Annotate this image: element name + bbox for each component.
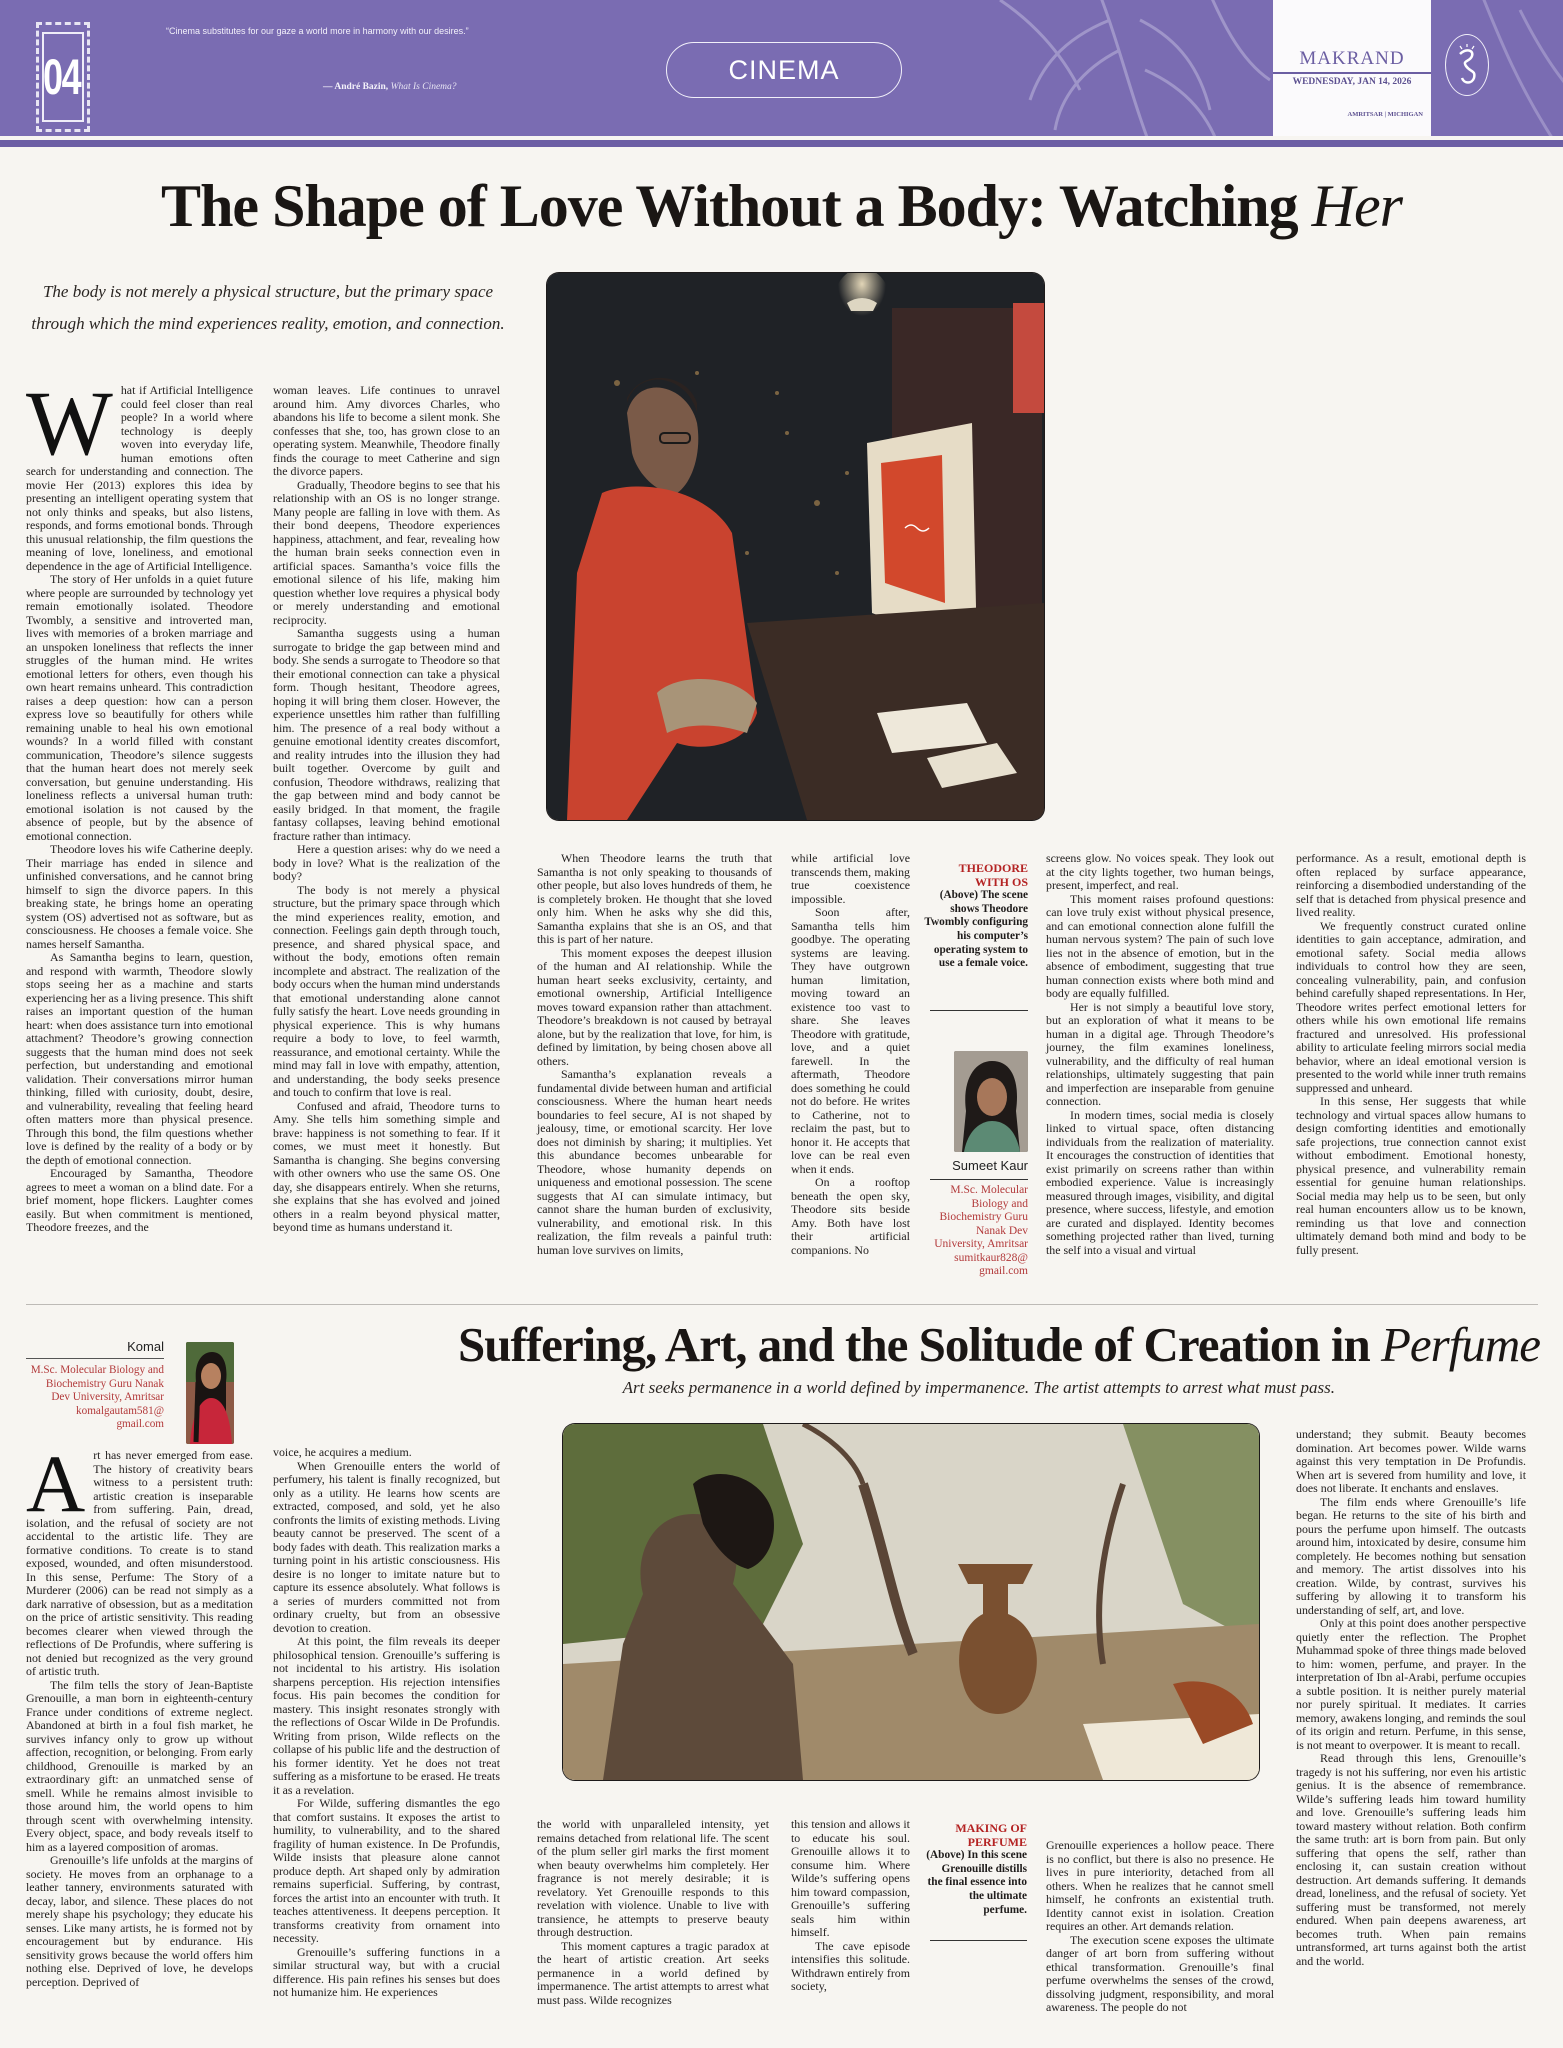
article1-headline — [0, 172, 1563, 241]
article1-paragraph: Theodore loves his wife Catherine deeply. Their marriage has ended in silence and unfinished conversations, and he cannot bring himself to sign the divorce papers. In this breaking state, he brings home an operating system (OS) advertised not as software, but as consciousness. He chooses a female voice. She names herself Samantha. — [26, 842, 253, 951]
article2-paragraph: Grenouille’s suffering functions in a similar structural way, but with a crucial difference. His pain refines his senses but does not humanize him. He experiences — [273, 1944, 500, 1999]
caption-text: (Above) The scene shows Theodore Twombly configuring his computer’s operating system to use a female voice. — [924, 889, 1028, 970]
issue-number: 04 — [43, 49, 81, 105]
headline-film-title: Her — [1311, 173, 1402, 239]
article1-paragraph: Here a question arises: why do we need a body in love? What is the realization of the body? — [273, 842, 500, 883]
article1-paragraph: Encouraged by Samantha, Theodore agrees to meet a woman on a blind date. For a brief moment, hope flickers. Laughter comes easily. But when commitment is mentioned, Theodore freezes, and the — [26, 1166, 253, 1234]
article2-deck: Art seeks permanence in a world defined by impermanence. The artist attempts to arrest what must pass. — [622, 1378, 1335, 1397]
masthead-banner — [0, 0, 1563, 140]
nameplate-rule — [1273, 72, 1431, 74]
caption-rule — [930, 1010, 1028, 1011]
emblem-icon — [1445, 34, 1489, 96]
article1-paragraph: In modern times, social media is closely linked to virtual space, often distancing individuals from the realization of materiality. It encourages the construction of identities that exist primarily on screens rather than within embodied experience. Value is increasingly measured through images, visibility, and digital presence, where success, lifestyle, and emotion are curated and displayed. Identity becomes something projected rather than lived, turning the self into a visual and virtual — [1046, 1107, 1274, 1257]
article1-column-6 — [1296, 852, 1526, 1257]
article2-column-4 — [791, 1818, 910, 1994]
caption-text: (Above) In this scene Grenouille distills the final essence into the ultimate perfume. — [926, 1849, 1027, 1916]
section-label-cinema[interactable]: CINEMA — [666, 42, 902, 98]
article2-paragraph: At this point, the film reveals its deeper philosophical tension. Grenouille’s suffering is not incidental to his artistry. His isolation sharpens perception. His rejection intensifies focus. His pain becomes the condition for mastery. This insight resonates strongly with the reflections of Oscar Wilde in De Profundis. Writing from prison, Wilde reflects on the collapse of his public life and the destruction of his former identity. Yet he does not treat suffering as a misfortune to be erased. He treats it as a revelation. — [273, 1634, 500, 1797]
article1-paragraph: The story of Her unfolds in a quiet future where people are surrounded by technology yet remain emotionally isolated. Theodore Twombly, a sensitive and introverted man, lives with memories of a broken marriage and an unspoken loneliness that reflects the inner struggles of the human mind. He writes emotional letters for others, even though his own heart remains unheard. This contradiction raises a deep question: how can a person express love so beautifully for others while remaining unable to heal his own emotional wounds? In a world filled with constant communication, Theodore’s silence suggests that the human heart does not merely seek conversation, but genuine understanding. His loneliness reflects a universal human truth: emotional isolation is not caused by the absence of people, but by the absence of emotional connection. — [26, 572, 253, 843]
dropcap: W — [26, 372, 113, 474]
article2-paragraph: understand; they submit. Beauty becomes domination. Art becomes power. Wilde warns against this very temptation in De Profundis. When art is severed from humility and love, it does not liberate. It enchants and enslaves. — [1296, 1427, 1526, 1495]
dropcap: A — [26, 1438, 86, 1529]
article1-paragraph — [26, 372, 253, 573]
author-photo-komal — [186, 1342, 234, 1444]
article1-photo-caption — [924, 862, 1028, 971]
article1-paragraph: while artificial love transcends them, making true coexistence impossible. — [791, 851, 910, 906]
article2-column-1 — [26, 1438, 253, 1989]
author-portrait — [186, 1342, 234, 1444]
article1-paragraph: Samantha’s explanation reveals a fundamental divide between human and artificial consciousness. Where the human heart needs boundaries to feel secure, AI is not shaped by jealousy, time, or emotional scarcity. Her love does not diminish by sharing; it multiplies. Yet this abundance becomes unbearable for Theodore, whose humanity depends on uniqueness and emotional possession. The scene suggests that AI can simulate intimacy, but cannot share the human burden of exclusivity, vulnerability, and emotional risk. In this realization, the film reveals a painful truth: human love survives on limits, — [537, 1067, 772, 1257]
emblem-glyph-icon — [1452, 42, 1482, 88]
article1-paragraph: This moment raises profound questions: can love truly exist without physical presence, and can emotional connection alone fulfill the human nervous system? The pain of such love lies not in the absence of emotion, but in the absence of embodiment, suggesting that true human connection exists where both mind and body are equally fulfilled. — [1046, 891, 1274, 1000]
article2-column-5 — [1046, 1839, 1274, 2015]
article2-paragraph: Only at this point does another perspective quietly enter the reflection. The Prophet Muhammad spoke of three things made beloved to him: women, perfume, and prayer. In the interpretation of Ibn al-Arabi, perfume occupies a subtle position. It is neither purely material nor purely spiritual. It mediates. It carries memory, awakens longing, and reminds the soul of its origin and return. Perfume, in this sense, is not meant to overpower. It is meant to recall. — [1296, 1616, 1526, 1752]
article2-column-6 — [1296, 1428, 1526, 1968]
paper-nameplate — [1273, 0, 1431, 136]
article2-photo-perfume — [563, 1424, 1259, 1780]
author-affiliation: M.Sc. Molecular Biology and Biochemistry Guru Nanak Dev University, Amritsar komalgautam581@ gmail.com — [30, 1364, 164, 1430]
article2-paragraph: The film tells the story of Jean-Baptiste Grenouille, a man born in eighteenth-century France under conditions of extreme neglect. Abandoned at birth in a foul fish market, he survives infancy only to grow up without affection, recognition, or belonging. From early childhood, Grenouille is marked by an extraordinary gift: an unmatched sense of smell. While he remains almost invisible to those around him, the world opens to him through scent with overwhelming intensity. Every object, space, and body reveals itself to him as a layered composition of aromas. — [26, 1677, 253, 1854]
article1-column-1 — [26, 372, 253, 1235]
article2-paragraph: Grenouille experiences a hollow peace. There is no conflict, but there is also no presence. He lives in pure interiority, detached from all others. When he realizes that he cannot smell himself, he confronts an existential truth. Identity cannot exist in isolation. Creation requires an other. Art demands relation. — [1046, 1838, 1274, 1933]
article1-paragraph: We frequently construct curated online identities to gain acceptance, admiration, and emotional safety. Social media allows individuals to control how they are seen, concealing vulnerability, pain, and confusion behind carefully shaped representations. In Her, Theodore writes perfect emotional letters for others while his own emotional life remains fractured and unresolved. His professional ability to articulate feeling mirrors social media behavior, where an ideal emotional version is presented to the world while inner truth remains suppressed and unheard. — [1296, 918, 1526, 1095]
author-portrait — [954, 1051, 1028, 1152]
foliage-decoration-icon — [940, 0, 1280, 140]
article1-deck: The body is not merely a physical structure, but the primary space through which the mind experiences reality, emotion, and connection. — [31, 282, 505, 333]
article2-paragraph: The cave episode intensifies this solitude. Withdrawn entirely from society, — [791, 1938, 910, 1993]
quote-author: — André Bazin, — [323, 82, 389, 92]
article1-paragraph: Soon after, Samantha tells him goodbye. The operating systems are leaving. They have outgrown human limitation, moving toward an existence too vast to share. She leaves Theodore with gratitude, love, and a quiet farewell. In the aftermath, Theodore does something he could not do before. He writes to Catherine, not to reclaim the past, but to honor it. He accepts that love can be real even when it ends. — [791, 905, 910, 1176]
article2-paragraph: voice, he acquires a medium. — [273, 1445, 412, 1459]
article2-paragraph: The execution scene exposes the ultimate danger of art born from suffering without ethical transformation. Grenouille’s final perfume overwhelms the senses of the crowd, dissolving judgment, responsibility, and moral awareness. The people do not — [1046, 1932, 1274, 2014]
paper-name: MAKRAND — [1299, 48, 1405, 69]
article2-headline — [280, 1316, 1540, 1373]
article1-paragraph: As Samantha begins to learn, question, and respond with warmth, Theodore slowly stops seeing her as a machine and starts experiencing her as a living presence. This shift raises an important question of the human heart: when does assistance turn into emotional attachment? Theodore’s growing connection suggests that the human mind does not seek perfection, but understanding and emotional validation. Their conversations mirror human thinking, filled with curiosity, doubt, desire, and vulnerability, revealing that feeling heard often matters more than physical presence. Through this bond, the film questions whether love is defined by the reality of a body or by the depth of emotional connection. — [26, 950, 253, 1167]
headline-film-title: Perfume — [1381, 1317, 1540, 1372]
article2-paragraph: this tension and allows it to educate his soul. Grenouille allows it to consume him. Where Wilde’s suffering opens him toward compassion, Grenouille’s suffering seals him within himself. — [791, 1817, 910, 1939]
article2-paragraph: Grenouille’s life unfolds at the margins of society. He moves from an orphanage to a leather tannery, environments saturated with decay, labor, and silence. These places do not merely shape his psychology; they educate his senses. Like many artists, he is formed not by encouragement but by endurance. His sensitivity grows because the world offers him nothing else. Deprived of love, he develops perception. Deprived of — [26, 1853, 253, 1989]
paragraph-text: hat if Artificial Intelligence could feel closer than real people? In a world where technology is deeply woven into everyday life, human emotions often search for understanding and connection. The movie Her (2013) explores this idea by presenting an intelligent operating system that not only thinks and speaks, but also listens, responds, and forms emotional bonds. Through this unusual relationship, the film questions the meaning of love, loneliness, and emotional dependence in the age of Artificial Intelligence. — [26, 383, 253, 573]
article1-paragraph: performance. As a result, emotional depth is often replaced by surface appearance, reinforcing a disembodied understanding of the self that is detached from physical presence and lived reality. — [1296, 851, 1526, 919]
article1-column-2 — [273, 384, 500, 1235]
caption-title: MAKING OF PERFUME — [955, 1821, 1027, 1849]
header-quote-attribution — [323, 82, 457, 92]
caption-rule — [930, 1940, 1027, 1941]
article1-column-3 — [537, 852, 772, 1257]
article1-paragraph: Gradually, Theodore begins to see that his relationship with an OS is no longer strange. Many people are falling in love with them. As their bond deepens, Theodore experiences happiness, attachment, and fear, revealing how the human brain seeks connection even in artificial spaces. Samantha’s voice fills the emotional silence of his life, making him question whether love requires a physical body or merely understanding and emotional reciprocity. — [273, 477, 500, 627]
quote-source: What Is Cinema? — [390, 82, 457, 92]
article2-paragraph: For Wilde, suffering dismantles the ego that comfort sustains. It exposes the artist to humility, to vulnerability, and to the shared fragility of human existence. In De Profundis, Wilde insists that pleasure alone cannot produce depth. Art shaped only by admiration remains superficial. Suffering, by contrast, forces the artist into an encounter with truth. It teaches attentiveness. It deepens perception. It transforms creativity from ornament into necessity. — [273, 1796, 500, 1945]
article1-photo-her — [547, 273, 1044, 820]
article2-paragraph: The film ends where Grenouille’s life began. He returns to the site of his birth and pours the perfume upon himself. The outcasts around him, intoxicated by desire, consume him completely. He becomes nothing but sensation and memory. The artist dissolves into his creation. Wilde, by contrast, survives his suffering by allowing it to transform his understanding of self, art, and love. — [1296, 1494, 1526, 1617]
article2-paragraph: the world with unparalleled intensity, yet remains detached from relational life. The scent of the plum seller girl marks the first moment when beauty overwhelms him completely. Her fragrance is not merely desirable; it is revelatory. Yet Grenouille responds to this revelation with violence. Unable to live with transience, he attempts to preserve beauty through destruction. — [537, 1817, 769, 1939]
caption-title: THEODORE WITH OS — [958, 861, 1028, 889]
article1-paragraph: Samantha suggests using a human surrogate to bridge the gap between mind and body. She sends a surrogate to Theodore so that their emotional connection can take a physical form. Though hesitant, Theodore agrees, hoping it will bring them closer. However, the experience unsettles him rather than fulfilling him. The presence of a real body without a genuine emotional identity creates discomfort, and reality intrudes into the illusion they had built together. Overcome by guilt and confusion, Theodore withdraws, realizing that the gap between mind and body cannot be easily bridged. In that moment, the fragile fantasy collapses, leaving behind emotional fracture rather than intimacy. — [273, 626, 500, 843]
article1-paragraph: Her is not simply a beautiful love story, but an exploration of what it means to be human in a digital age. Through Theodore’s journey, the film examines loneliness, vulnerability, and the difficulty of real human relationships, ultimately suggesting that pain and imperfection are inseparable from genuine connection. — [1046, 999, 1274, 1108]
headline-text: The Shape of Love Without a Body: Watching — [161, 173, 1312, 239]
issue-date: WEDNESDAY, JAN 14, 2026 — [1292, 77, 1412, 87]
film-still-her — [547, 273, 1044, 820]
article1-paragraph: In this sense, Her suggests that while technology and virtual spaces allow humans to design comforting identities and emotionally safe projections, true connection cannot exist without embodiment. Emotional honesty, physical presence, and vulnerability remain essential for genuine human relationships. Social media may help us to be seen, but only real human encounters allow us to be known, reminding us that love and connection ultimately demand both mind and body to be fully present. — [1296, 1094, 1526, 1257]
paper-locations: AMRITSAR | MICHIGAN — [1347, 111, 1423, 118]
article2-paragraph: This moment captures a tragic paradox at the heart of artistic creation. Art seeks permanence in a world defined by impermanence. The artist attempts to arrest what must pass. Wilde recognizes — [537, 1938, 769, 2007]
author-name: Sumeet Kaur — [952, 1158, 1028, 1173]
author-photo-sumeet-kaur — [954, 1051, 1028, 1152]
article2-paragraph — [26, 1438, 253, 1679]
author-name: Komal — [127, 1339, 164, 1354]
article1-paragraph: woman leaves. Life continues to unravel around him. Amy divorces Charles, who abandons his life to become a silent monk. She confesses that she, too, has grown close to an operating system. Meanwhile, Theodore finally finds the courage to meet Catherine and sign the divorce papers. — [273, 383, 500, 478]
film-still-perfume — [563, 1424, 1259, 1780]
paragraph-text: rt has never emerged from ease. The history of creativity bears witness to a persistent truth: artistic creation is inseparable from suffering. Pain, dread, isolation, and the refusal of society are not accidental to the artistic life. They are formative conditions. To create is to stand exposed, wounded, and often misunderstood. In this sense, Perfume: The Story of a Murderer (2006) can be read not simply as a dark narrative of obsession, but as a meditation on the price of artistic sensitivity. This reading becomes clearer when viewed through the reflections of De Profundis, where suffering is not denied but recognized as the very ground of artistic truth. — [26, 1448, 253, 1678]
article1-paragraph: screens glow. No voices speak. They look out at the city lights together, two human beings, present, imperfect, and real. — [1046, 851, 1274, 892]
article2-column-3 — [537, 1818, 769, 2007]
article1-paragraph: The body is not merely a physical structure, but the primary space through which the mind experiences reality, emotion, and connection. Feelings gain depth through touch, presence, and shared physical space, and without the body, emotions often remain incomplete and abstract. The realization of the body occurs when the human mind understands that emotional understanding alone cannot fully satisfy the heart. Love needs grounding in physical experience. This is why humans require a body to love, to feel warmth, reassurance, and emotional certainty. While the mind may fall in love with empathy, attention, and understanding, the body seeks presence and touch to confirm that love is real. — [273, 882, 500, 1099]
header-quote: “Cinema substitutes for our gaze a world more in harmony with our desires.” — [166, 26, 469, 36]
author-affiliation: M.Sc. Molecular Biology and Biochemistry Guru Nanak Dev University, Amritsar sumitkaur828@ gmail.com — [934, 1184, 1028, 1277]
article1-column-4 — [791, 852, 910, 1257]
headline-text: Suffering, Art, and the Solitude of Creation in — [458, 1317, 1381, 1372]
article2-photo-caption — [924, 1822, 1027, 1917]
author-rule — [930, 1179, 1028, 1180]
article1-paragraph: Confused and afraid, Theodore turns to Amy. She tells him something simple and brave: happiness is not something to fear. If it comes, we must meet it honestly. But Samantha is changing. She begins conversing with other owners who use the same OS. One day, she disappears entirely. When she returns, she explains that she has evolved and joined others in a realm beyond physical matter, beyond time as humans understand it. — [273, 1098, 500, 1234]
article1-paragraph: On a rooftop beneath the open sky, Theodore sits beside Amy. Both have lost their artificial companions. No — [791, 1175, 910, 1257]
article2-paragraph: When Grenouille enters the world of perfumery, his talent is finally recognized, but only as a utility. He learns how scents are extracted, composed, and sold, yet he also confronts the limits of existing methods. Living beauty cannot be preserved. The scent of a body fades with death. This realization marks a turning point in his artistic consciousness. His desire is no longer to imitate nature but to capture its essence absolutely. What follows is a series of murders committed not from ordinary cruelty, but from an obsessive devotion to creation. — [273, 1458, 500, 1635]
author-rule — [26, 1358, 164, 1359]
article1-paragraph: This moment exposes the deepest illusion of the human and AI relationship. While the human heart seeks exclusivity, certainty, and emotional ownership, Artificial Intelligence moves toward expansion rather than attachment. Theodore’s breakdown is not caused by betrayal alone, but by the realization that love, for him, is defined by limitation, by being chosen above all others. — [537, 945, 772, 1068]
article-divider — [26, 1304, 1538, 1305]
article2-paragraph: Read through this lens, Grenouille’s tragedy is not his suffering, nor even his artistic genius. It is the absence of remembrance. Wilde’s suffering leads him toward humility and love. Grenouille’s suffering leads him toward mastery without relation. Both confirm the same truth: art is born from pain. But only suffering that opens the self, rather than enclosing it, can sustain creation without destruction. Art demands suffering. It demands dread, loneliness, and the refusal of society. Yet suffering must be transformed, not merely endured. When pain deepens awareness, art becomes truth. When pain remains untransformed, art turns against both the artist and the world. — [1296, 1751, 1526, 1968]
masthead-rule — [0, 140, 1563, 147]
article1-column-5 — [1046, 852, 1274, 1257]
article2-column-2 — [273, 1446, 500, 2000]
article1-paragraph: When Theodore learns the truth that Samantha is not only speaking to thousands of other people, but also loves hundreds of them, he is completely broken. He thought that she loved only him. When he asks why she did this, Samantha explains that she is an OS, and that this is part of her nature. — [537, 851, 772, 946]
